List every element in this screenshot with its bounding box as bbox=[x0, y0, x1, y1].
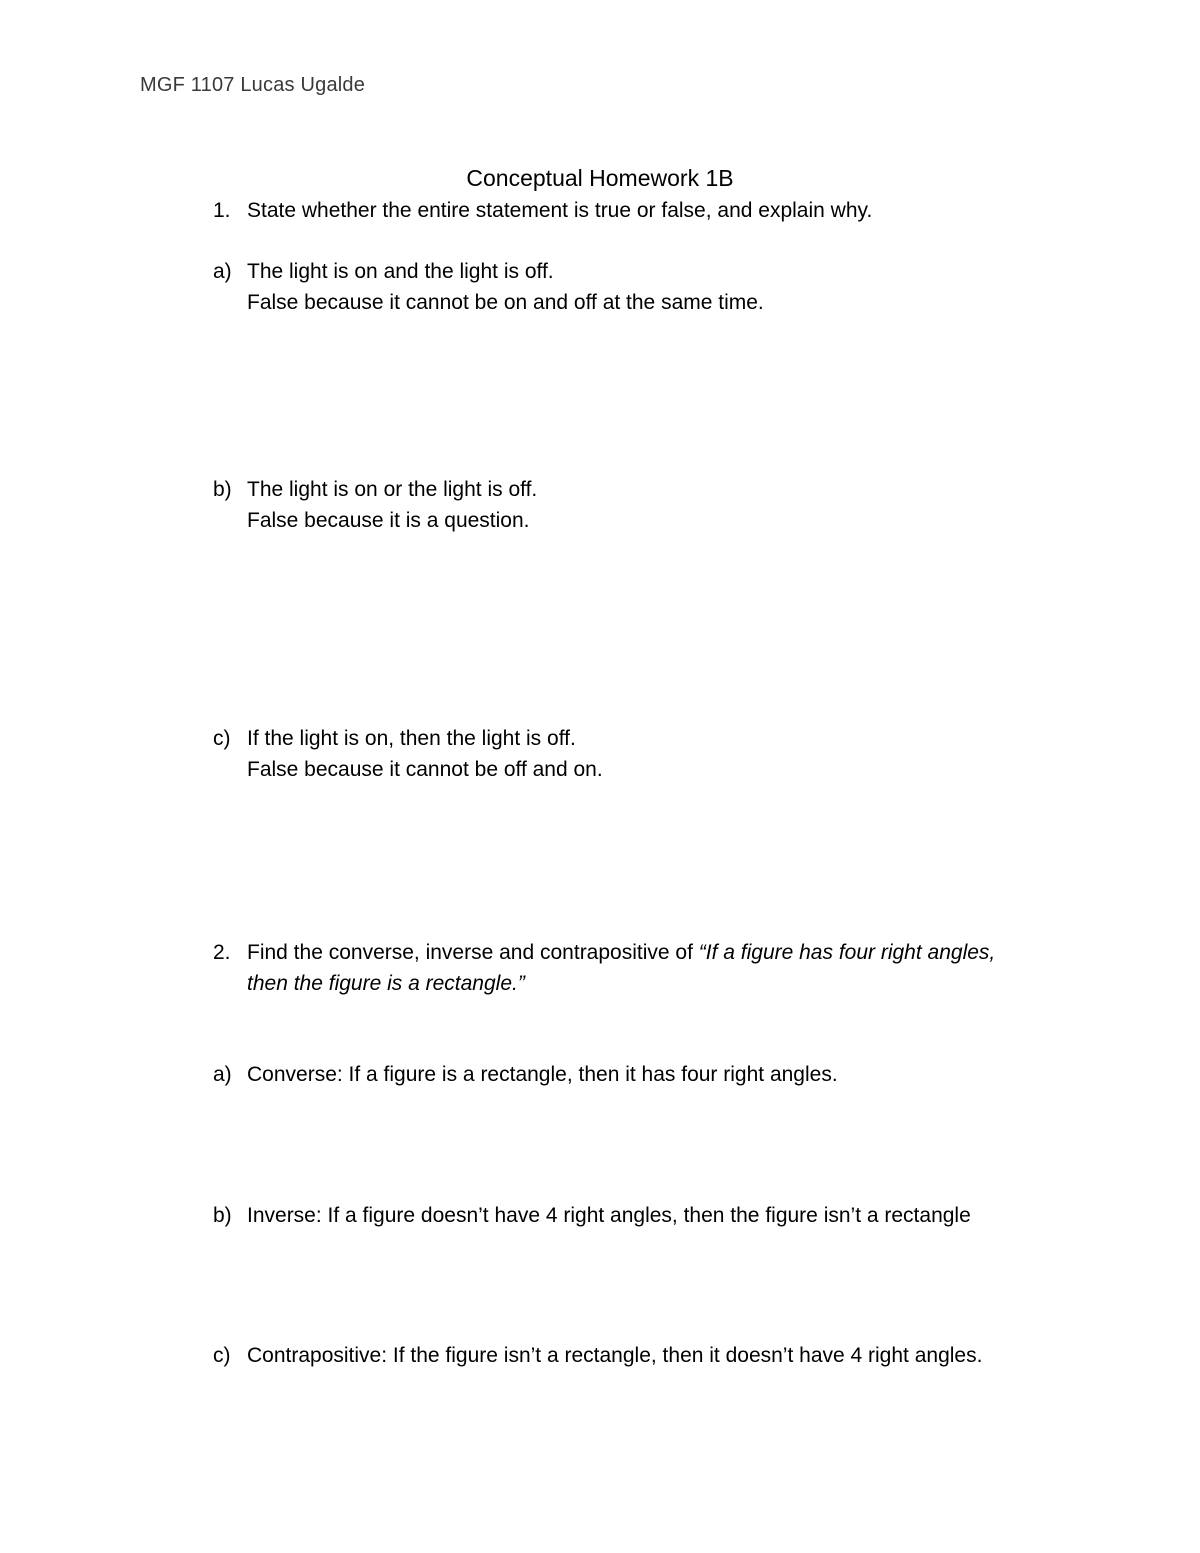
item-marker: a) bbox=[213, 1063, 232, 1086]
document-title: Conceptual Homework 1B bbox=[466, 165, 734, 191]
item-answer: False because it is a question. bbox=[247, 509, 530, 532]
question-2-prompt-line-1 bbox=[247, 937, 995, 968]
item-contrapositive: Contrapositive: If the figure isn’t a rectangle, then it doesn’t have 4 right angles. bbox=[247, 1344, 983, 1367]
item-marker: b) bbox=[213, 478, 232, 501]
item-marker: c) bbox=[213, 727, 231, 750]
item-marker: c) bbox=[213, 1344, 231, 1367]
item-statement: The light is on or the light is off. bbox=[247, 478, 538, 501]
question-2-quote-line-2: then the figure is a rectangle.” bbox=[247, 972, 525, 995]
item-inverse: Inverse: If a figure doesn’t have 4 right angles, then the figure isn’t a rectangle bbox=[247, 1204, 971, 1227]
item-answer: False because it cannot be on and off at the same time. bbox=[247, 291, 764, 314]
question-2-prompt-lead: Find the converse, inverse and contrapositive of bbox=[247, 941, 699, 964]
item-statement: The light is on and the light is off. bbox=[247, 260, 554, 283]
item-converse: Converse: If a figure is a rectangle, then it has four right angles. bbox=[247, 1063, 838, 1086]
question-1-number: 1. bbox=[213, 199, 231, 222]
item-answer: False because it cannot be off and on. bbox=[247, 758, 603, 781]
item-marker: a) bbox=[213, 260, 232, 283]
course-header: MGF 1107 Lucas Ugalde bbox=[140, 74, 366, 96]
question-2-quote-line-1: “If a figure has four right angles, bbox=[698, 941, 996, 964]
item-marker: b) bbox=[213, 1204, 232, 1227]
question-2-number: 2. bbox=[213, 941, 231, 964]
item-statement: If the light is on, then the light is off. bbox=[247, 727, 576, 750]
question-1-prompt: State whether the entire statement is true or false, and explain why. bbox=[247, 199, 873, 222]
